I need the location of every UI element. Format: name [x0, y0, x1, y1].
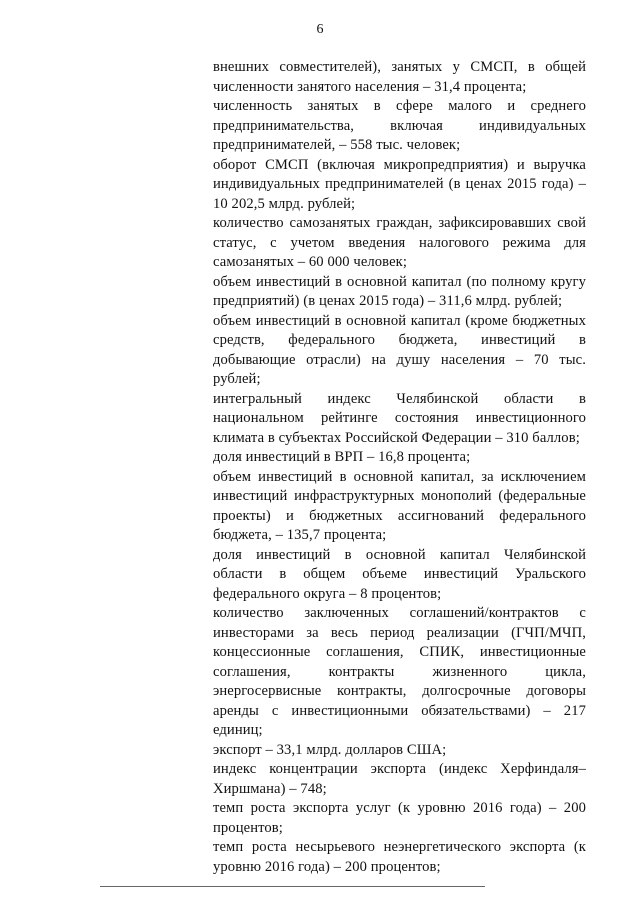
page-number: 6	[316, 22, 324, 37]
paragraph-investment-excl-monopolies: объем инвестиций в основной капитал, за исключением инвестиций инфраструктурных монополий (федеральные проекты) и бюджетных ассигнований федерального бюджета, – 135,7 процента;	[213, 468, 586, 543]
document-body	[213, 58, 586, 877]
paragraph-integral-index: интегральный индекс Челябинской области в национальном рейтинге состояния инвестиционного климата в субъектах Российской Федерации – 310 баллов;	[213, 390, 586, 446]
paragraph-sme-turnover: оборот СМСП (включая микропредприятия) и выручка индивидуальных предпринимателей (в ценах 2015 года) – 10 202,5 млрд. рублей;	[213, 156, 586, 212]
footer-divider	[100, 886, 485, 887]
paragraph-investor-agreements: количество заключенных соглашений/контрактов с инвесторами за весь период реализации (ГЧП/МЧП, концессионные соглашения, СПИК, инвестиционные соглашения, контракты жизненного цикла, энергосервисные контракты, долгосрочные договоры аренды с инвестиционными обязательствами) – 217 единиц;	[213, 605, 586, 738]
paragraph-fixed-capital-investment: объем инвестиций в основной капитал (по полному кругу предприятий) (в ценах 2015 года) – 311,6 млрд. рублей;	[213, 273, 586, 309]
paragraph-non-resource-export-growth: темп роста несырьевого неэнергетического экспорта (к уровню 2016 года) – 200 процентов;	[213, 839, 586, 875]
paragraph-investment-per-capita: объем инвестиций в основной капитал (кроме бюджетных средств, федерального бюджета, инвестиций в добывающие отрасли) на душу населения – 70 тыс. рублей;	[213, 312, 586, 387]
paragraph-investment-grp-share: доля инвестиций в ВРП – 16,8 процента;	[213, 449, 471, 465]
paragraph-export-concentration: индекс концентрации экспорта (индекс Херфиндаля–Хиршмана) – 748;	[213, 761, 586, 797]
paragraph-sme-employees: численность занятых в сфере малого и среднего предпринимательства, включая индивидуальных предпринимателей, – 558 тыс. человек;	[213, 98, 586, 153]
paragraph-self-employed: количество самозанятых граждан, зафиксировавших свой статус, с учетом введения налогового режима для самозанятых – 60 000 человек;	[213, 215, 586, 270]
paragraph-ural-district-share: доля инвестиций в основной капитал Челябинской области в общем объеме инвестиций Уральского федерального округа – 8 процентов;	[213, 546, 586, 602]
paragraph-employment-share: внешних совместителей), занятых у СМСП, в общей численности занятого населения – 31,4 процента;	[213, 59, 586, 95]
paragraph-services-export-growth: темп роста экспорта услуг (к уровню 2016 года) – 200 процентов;	[213, 800, 586, 836]
paragraph-export: экспорт – 33,1 млрд. долларов США;	[213, 741, 447, 758]
